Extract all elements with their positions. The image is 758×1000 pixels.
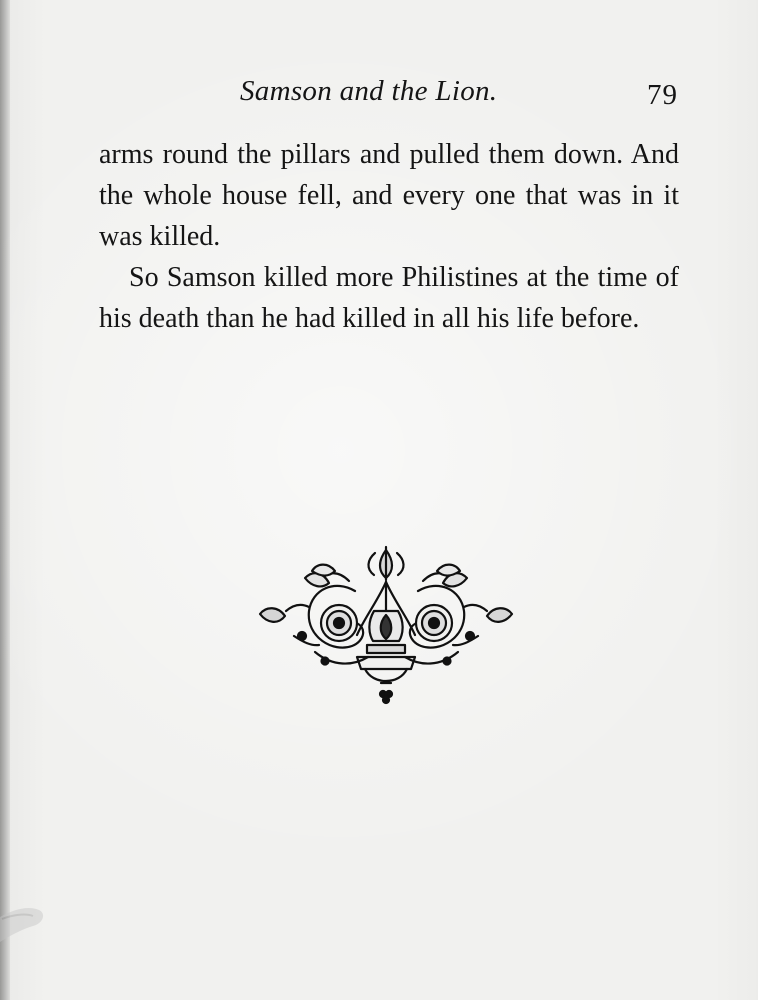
body-paragraph: arms round the pillars and pulled them down. And the whole house fell, and every one that was in it was killed. xyxy=(99,139,679,252)
floral-scroll-ornament-icon xyxy=(257,545,517,705)
running-head: Samson and the Lion. xyxy=(240,75,498,107)
page-header xyxy=(0,75,758,115)
body-paragraph: So Samson killed more Philistines at the time of his death than he had killed in all his life before. xyxy=(99,262,679,334)
page-body xyxy=(99,134,679,339)
paper-stain-mark xyxy=(0,895,50,950)
page-number: 79 xyxy=(647,79,678,111)
page-left-edge xyxy=(0,0,10,1000)
